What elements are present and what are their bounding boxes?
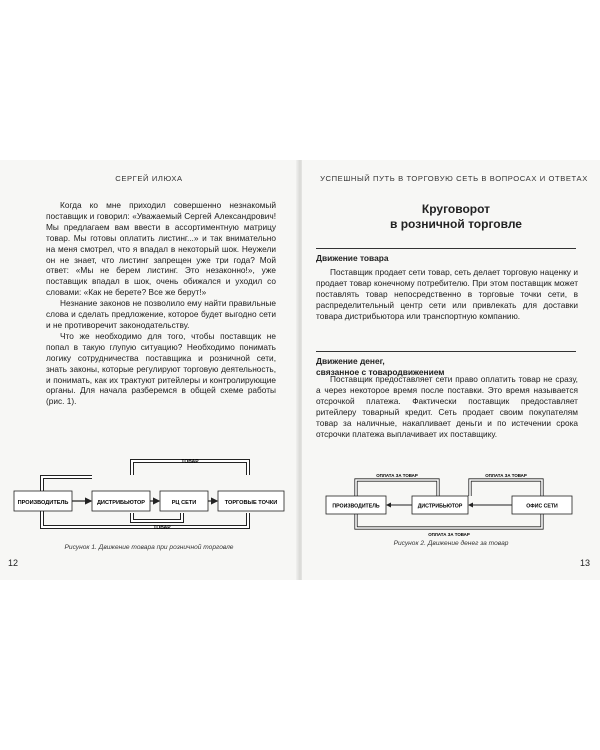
section-text-money xyxy=(316,374,578,439)
figure-1-diagram xyxy=(12,451,294,541)
running-head-left: СЕРГЕЙ ИЛЮХА xyxy=(115,174,183,183)
chapter-title-line-1: Круговорот xyxy=(421,202,491,216)
chapter-title-line-2: в розничной торговле xyxy=(390,217,522,231)
book-spread xyxy=(0,160,600,580)
money-label-top-2: ОПЛАТА ЗА ТОВАР xyxy=(485,473,527,478)
flow-loop-top-left xyxy=(42,477,92,491)
box-producer-2-label: ПРОИЗВОДИТЕЛЬ xyxy=(332,503,380,510)
money-label-bottom: ОПЛАТА ЗА ТОВАР xyxy=(428,532,470,537)
arrow-label-bottom: ТОВАР xyxy=(153,525,171,531)
figure-2-diagram xyxy=(320,472,582,538)
flow-loop-inner xyxy=(132,513,182,521)
box-office-label: ОФИС СЕТИ xyxy=(526,503,558,510)
money-label-top-1: ОПЛАТА ЗА ТОВАР xyxy=(376,473,418,478)
section-heading-money-line-1: Движение денег, xyxy=(316,356,385,366)
box-distributor-2-label: ДИСТРИБЬЮТОР xyxy=(417,503,463,510)
paragraph-1: Когда ко мне приходил совершенно незнакомый поставщик и говорил: «Уважаемый Сергей Александрович! Мы предлагаем вам ввести в ассортиментную матрицу товар. Мы готовы оплатить листинг...» и так внимательно на меня смотрел, что я впадал в некоторый шок. Неужели он не знает, что листинг запрещен уже три года? Мой ответ: «Мы не берем листинг. Это незаконно!», уже поставщик впадал в шок, очень обижался и уходил со словами: «Как не берете? Все же берут!» xyxy=(46,200,276,298)
chapter-title xyxy=(312,202,600,232)
figure-2-caption: Рисунок 2. Движение денег за товар xyxy=(393,540,509,547)
money-loop-top-right xyxy=(470,480,542,496)
box-dc-label: РЦ СЕТИ xyxy=(171,500,197,506)
figure-1-caption: Рисунок 1. Движение товара при розничной торговле xyxy=(64,544,234,551)
section-heading-goods: Движение товара xyxy=(316,248,576,264)
right-page xyxy=(302,160,600,580)
paragraph-3: Что же необходимо для того, чтобы поставщик не попал в такую глупую ситуацию? Необходимо понимать логику сотрудничества поставщика и розничной сети, знать законы, которые регулируют торговую деятельность, и понимать, как их трактуют ритейлеры и контролирующие органы. Для начала разберемся в общей схеме работы (рис. 1). xyxy=(46,330,276,407)
box-stores-label: ТОРГОВЫЕ ТОЧКИ xyxy=(224,500,278,506)
money-loop-top-left xyxy=(356,480,438,496)
section-heading-money-line-2: связанное с товародвижением xyxy=(316,366,445,377)
paragraph-2: Незнание законов не позволило ему найти правильные слова и сделать предложение, которое будет выгодно сети и не противоречит законодательству. xyxy=(46,298,276,330)
money-loop-bottom xyxy=(356,514,542,528)
section-text-goods xyxy=(316,267,578,322)
arrow-label-top: ТОВАР xyxy=(181,459,199,465)
box-distributor-label: ДИСТРИБЬЮТОР xyxy=(96,500,146,506)
page-number-right: 13 xyxy=(579,558,590,568)
page-number-left: 12 xyxy=(8,558,19,568)
section-2-paragraph: Поставщик предоставляет сети право оплатить товар не сразу, а через некоторое время после поставки. Это время называется отсрочкой платежа. Фактически поставщик предоставляет ритейлеру товарный кредит. Сеть продает своим покупателям товар за наличные, накапливает деньги и по истечении срока отсрочки платежа выплачивает их поставщику. xyxy=(316,374,578,439)
left-body-text xyxy=(46,200,276,407)
section-1-paragraph: Поставщик продает сети товар, сеть делает торговую наценку и продает товар конечному потребителю. При этом поставщик может поставлять товар непосредственно в торговые точки сети, в распределительный центр сети или привлекать для доставки товара дистрибьютора или транспортную компанию. xyxy=(316,267,578,321)
box-producer-label: ПРОИЗВОДИТЕЛЬ xyxy=(17,500,69,506)
left-page xyxy=(0,160,298,580)
running-head-right: УСПЕШНЫЙ ПУТЬ В ТОРГОВУЮ СЕТЬ В ВОПРОСАХ И ОТВЕТАХ xyxy=(320,174,588,183)
